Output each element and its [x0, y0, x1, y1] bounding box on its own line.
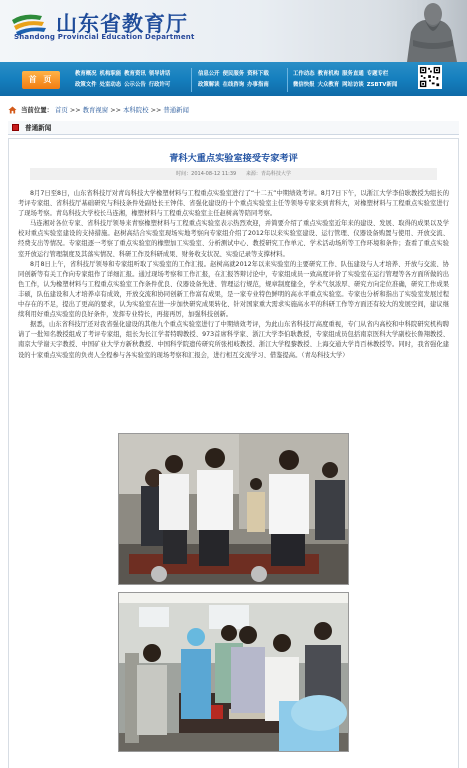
article-time: 时间：2014-08-12 11:39 [176, 171, 237, 177]
confucius-statue-decoration [347, 0, 467, 62]
nav-divider [191, 68, 192, 92]
article-meta [30, 168, 437, 180]
nav-link[interactable]: 网站访谈 [342, 82, 364, 88]
nav-link[interactable]: 服务直通 [342, 71, 364, 77]
nav-link[interactable]: 处室动态 [99, 82, 122, 88]
nav-link[interactable]: 微信快报 [293, 82, 315, 88]
nav-group-services [198, 69, 269, 91]
nav-link[interactable]: 资料下载 [247, 71, 269, 77]
breadcrumb-separator: >> [150, 106, 162, 114]
article-body [18, 189, 449, 361]
article-photo [118, 592, 349, 752]
nav-link[interactable]: 教育机构 [317, 71, 340, 77]
breadcrumb-separator: >> [69, 106, 81, 114]
nav-link[interactable]: 在线咨询 [222, 82, 245, 88]
article-source: 来源：青岛科技大学 [245, 171, 291, 177]
home-icon [8, 106, 17, 114]
nav-link[interactable]: 公示公告 [124, 82, 146, 88]
nav-link[interactable]: 教育资讯 [124, 71, 146, 77]
site-header [0, 0, 467, 62]
section-bullet-icon [12, 124, 19, 131]
nav-link[interactable]: 教育概况 [75, 71, 97, 77]
nav-divider [287, 68, 288, 92]
nav-link[interactable]: 办事指南 [247, 82, 269, 88]
nav-link[interactable]: 机构职能 [99, 71, 122, 77]
nav-link[interactable]: 领导讲话 [148, 71, 171, 77]
article-paragraph: 据悉，山东省科技厅还对我省强化建设的其他九个重点实验室进行了中期绩效考评，为此山东省科技厅高度重视，专门从省内高校和中科院研究机构聘请了一批知名教授组成了考评专家组，组长为长江学者特聘教授、973首席科学家、浙江大学李伯耿教授，专家组成员包括南京医科大学副校长鲁翔教授、南京大学谢天宇教授、中国矿业大学方新秋教授、中国科学院遗传研究所张相岐教授、浙江大学程黎教授、上海交通大学肖百林教授等。同时，我省强化建设的十家重点实验室的负责人全程参与各实验室的现场考察和汇报会，进行相互交流学习、借鉴提高。（青岛科技大学） [18, 321, 449, 359]
nav-link[interactable]: 政策解读 [198, 82, 220, 88]
nav-link[interactable]: 政策文件 [75, 82, 97, 88]
article-paragraph: 8月7日至8日，山东省科技厅对青岛科技大学橡塑材料与工程重点实验室进行了“十二五”中期绩效考评。8月7日下午，以浙江大学李伯耿教授为组长的考评专家组、省科技厅基础研究与科技条件处副处长王钟伟、省强化建设的十个重点实验室主任等领导专家来到青科大，对橡塑材料与工程重点实验室进行了现场考察。青岛科技大学校长马连湘，橡塑材料与工程重点实验室主任赵树高等陪同考察。 [18, 190, 449, 218]
article-paragraph: 马连湘对各位专家、省科技厅领导来青察橡塑材料与工程重点实验室表示热烈欢迎，并简要介绍了重点实验室近年来的建设、发展、取得的成果以及学校对重点实验室建设的支持措施。赵树高结合实验室现场实地考察向专家组介绍了2012年以来实验室建设、运行管理、仪器设备购置与使用、开放交流、经费支出等情况。专家组逐一考察了重点实验室的橡塑加工实验室、分析测试中心、教授研究工作单元、学术活动场所等工作环境和条件；查看了重点实验室开放运行管理制度及其落实情况、科研工作及科研成果、财务收支状况、实验记录等支撑材料。 [18, 220, 449, 258]
breadcrumb-separator: >> [110, 106, 121, 114]
article-title: 青科大重点实验室接受专家考评 [169, 153, 298, 164]
nav-link[interactable]: 便民服务 [222, 71, 245, 77]
breadcrumb-link[interactable]: 首页 [55, 106, 68, 114]
site-subtitle: Shandong Provincial Education Department [14, 33, 195, 41]
nav-link[interactable]: 信息公开 [198, 71, 220, 77]
nav-group-work [293, 69, 397, 91]
nav-home-button[interactable]: 首 页 [22, 71, 60, 89]
breadcrumb-link[interactable]: 本科院校 [123, 106, 149, 114]
nav-link[interactable]: 大众教育 [317, 82, 340, 88]
section-title: 普通新闻 [25, 124, 52, 132]
article-paragraph: 8月8日上午，省科技厅领导和专家组听取了实验室的工作汇报。赵树高就2012年以来实验室的主要研究工作、队伍建设与人才培养、开放与交流、协同创新等有关工作向专家组作了详细汇报。通过现场考察和工作汇报，在汇报答辩讨论中，专家组成员一致高度评价了实验室在运行管理等各方面所做的出色工作，认为橡塑材料与工程重点实验室工作条件优良、仪器设备先进、管理运行规范，规章制度健全，学术气氛浓厚、研究方向定位准确，研究工作成果丰硕，队伍建设和人才培养卓有成效，开放交流和协同创新工作富有成果，是一家专业特色鲜明的高水平重点实验室。专家也分析和指出了实验室发展过程中存在的不足，提出了更高的要求，认为实验室在进一步加快研究成果转化、针对国家重大需求实施高水平的科研工作等方面还有较大的发展空间，建议继续利用好重点实验室的良好条件，发挥专业特长，再接再厉，加强科技创新。 [18, 260, 449, 319]
section-header [8, 121, 459, 135]
site-title[interactable]: 山东省教育厅 [56, 11, 188, 36]
nav-link[interactable]: 专题专栏 [366, 71, 389, 77]
breadcrumb-link[interactable]: 教育视窗 [82, 106, 109, 114]
nav-link[interactable]: 行政许可 [148, 82, 171, 88]
breadcrumb [8, 103, 459, 117]
nav-link[interactable]: 工作动态 [293, 71, 315, 77]
article-photo [118, 433, 349, 585]
nav-link[interactable]: ZSBTV新闻 [366, 82, 398, 88]
nav-group-info [75, 69, 170, 91]
breadcrumb-link[interactable]: 普通新闻 [163, 106, 189, 114]
breadcrumb-label: 当前位置： [21, 106, 53, 114]
qr-code-icon[interactable] [418, 65, 442, 89]
